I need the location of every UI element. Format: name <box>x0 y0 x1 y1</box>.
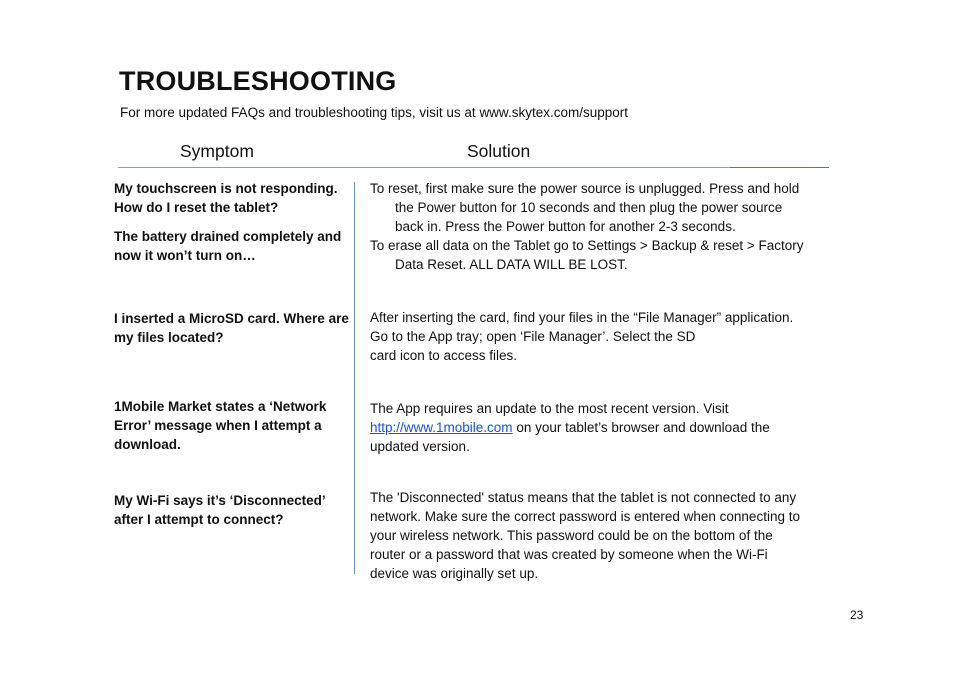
symptom-touchscreen: My touchscreen is not responding. How do I reset the tablet? <box>114 181 338 215</box>
solution-wifi: The 'Disconnected' status means that the tablet is not connected to any network. Make sure the correct password is entered when connecting to your wireless network. This password could be on the bottom of the router or a password that was created by someone when the Wi-Fi device was originally set up. <box>370 490 800 581</box>
page-subtitle: For more updated FAQs and troubleshooting tips, visit us at www.skytex.com/support <box>120 105 628 120</box>
symptom-network-error: 1Mobile Market states a ‘Network Error’ message when I attempt a download. <box>114 399 327 452</box>
header-divider <box>118 167 829 168</box>
solution-network-text: The App requires an update to the most recent version. Visit <box>370 401 729 416</box>
solution-microsd-line: card icon to access files. <box>370 348 518 363</box>
column-divider <box>354 182 355 574</box>
header-divider-accent <box>730 167 829 168</box>
solution-column-header: Solution <box>467 141 531 161</box>
page-title: TROUBLESHOOTING <box>119 66 397 96</box>
solution-reset <box>370 179 810 274</box>
symptom-battery: The battery drained completely and now it won’t turn on… <box>114 229 342 263</box>
solution-reset-step: To reset, first make sure the power source is unplugged. Press and hold the Power button for 10 seconds and then plug the power source back in. Press the Power button for another 2-3 seconds. <box>370 181 800 234</box>
page-number: 23 <box>850 608 864 622</box>
symptom-microsd: I inserted a MicroSD card. Where are my files located? <box>114 311 349 345</box>
symptom-wifi: My Wi-Fi says it’s ‘Disconnected’ after I attempt to connect? <box>114 493 325 527</box>
solution-microsd-line: After inserting the card, find your files in the “File Manager” application. <box>370 310 794 325</box>
1mobile-link[interactable]: http://www.1mobile.com <box>370 420 513 435</box>
solution-network-text-after: on your tablet’s browser and download the updated version. <box>370 420 770 454</box>
solution-network-error <box>370 399 800 456</box>
solution-erase-step: To erase all data on the Tablet go to Settings > Backup & reset > Factory Data Reset. ALL DATA WILL BE LOST. <box>370 238 804 272</box>
solution-microsd-line: Go to the App tray; open ‘File Manager’. Select the SD <box>370 329 696 344</box>
symptom-column-header: Symptom <box>180 141 254 161</box>
solution-microsd <box>370 308 840 365</box>
